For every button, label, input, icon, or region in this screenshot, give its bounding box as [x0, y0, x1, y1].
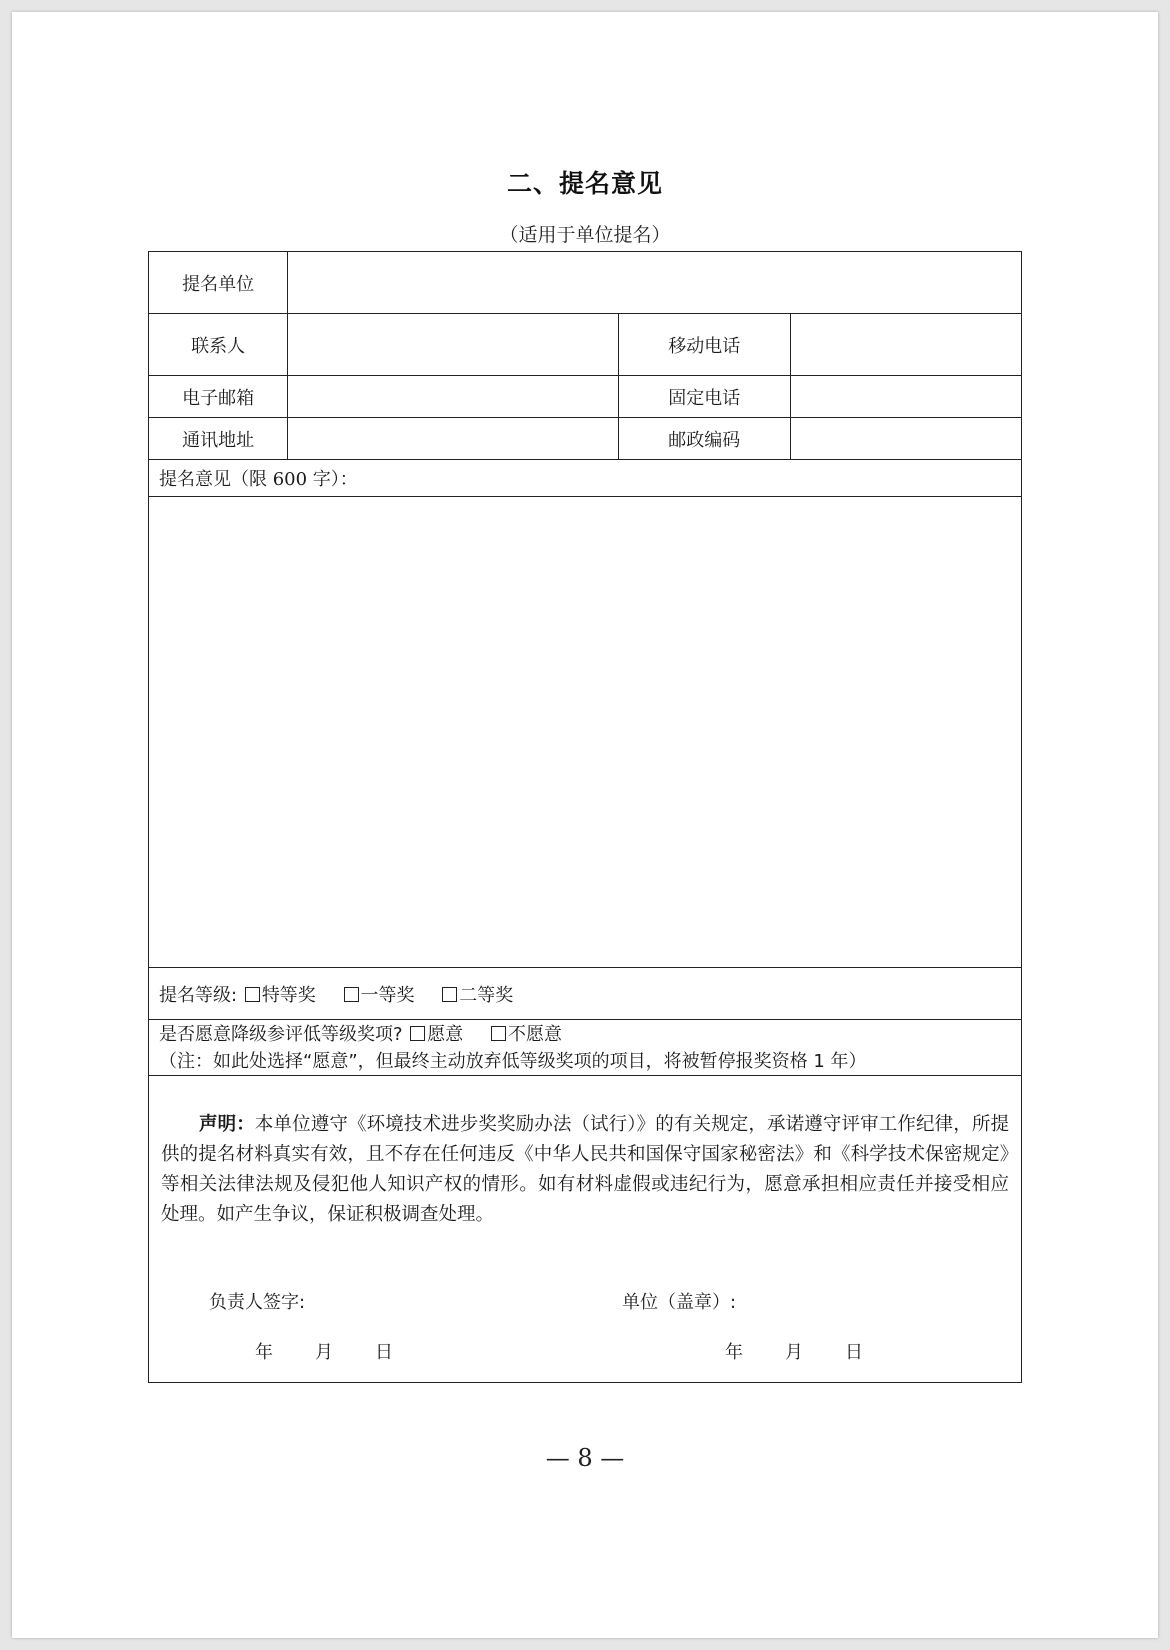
downgrade-option-yes-label: 愿意	[427, 1023, 464, 1045]
page-number: — 8 —	[545, 1444, 625, 1472]
signer-date-month: 月	[315, 1342, 333, 1363]
email-field[interactable]	[288, 376, 618, 418]
level-option-first-label: 一等奖	[360, 984, 415, 1006]
nominating-unit-field[interactable]	[288, 252, 1022, 314]
form-row-opinion-heading	[149, 460, 1022, 497]
declaration-paragraph	[159, 1110, 1011, 1230]
form-row-contact	[149, 314, 1022, 376]
declaration-text: 本单位遵守《环境技术进步奖奖励办法（试行）》的有关规定，承诺遵守评审工作纪律，所提供的提名材料真实有效，且不存在任何违反《中华人民共和国保守国家秘密法》和《科学技术保密规定》等相关法律法规及侵犯他人知识产权的情形。如有材料虚假或违纪行为，愿意承担相应责任并接受相应处理。如产生争议，保证积极调查处理。	[161, 1114, 1009, 1225]
nominating-unit-label: 提名单位	[149, 252, 288, 314]
seal-date-day: 日	[845, 1342, 863, 1363]
form-row-level	[149, 968, 1022, 1020]
checkbox-icon[interactable]	[442, 987, 457, 1002]
mobile-field[interactable]	[790, 314, 1021, 376]
signer-date-year: 年	[255, 1342, 273, 1363]
signer-date	[255, 1338, 435, 1364]
checkbox-icon[interactable]	[491, 1026, 506, 1041]
form-row-email	[149, 376, 1022, 418]
signer-label: 负责人签字:	[209, 1292, 306, 1313]
form-row-unit	[149, 252, 1022, 314]
checkbox-icon[interactable]	[344, 987, 359, 1002]
landline-label: 固定电话	[618, 376, 790, 418]
contact-person-label: 联系人	[149, 314, 288, 376]
level-option-second[interactable]	[440, 985, 513, 1006]
level-option-special-label: 特等奖	[261, 984, 316, 1006]
mobile-label: 移动电话	[618, 314, 790, 376]
postcode-label: 邮政编码	[618, 418, 790, 460]
seal-date-year: 年	[725, 1342, 743, 1363]
form-row-declaration	[149, 1076, 1022, 1383]
nomination-level-label: 提名等级:	[159, 984, 238, 1006]
checkbox-icon[interactable]	[245, 987, 260, 1002]
level-option-special[interactable]	[243, 985, 316, 1006]
level-option-second-label: 二等奖	[459, 984, 514, 1006]
document-page	[12, 12, 1158, 1638]
form-row-address	[149, 418, 1022, 460]
opinion-label: 提名意见（限 600 字）：	[149, 460, 1022, 497]
email-label: 电子邮箱	[149, 376, 288, 418]
seal-label: 单位（盖章）:	[622, 1292, 737, 1313]
landline-field[interactable]	[790, 376, 1021, 418]
page-title: 二、提名意见	[506, 169, 663, 198]
declaration-cell	[149, 1076, 1022, 1383]
signature-area	[159, 1230, 1011, 1380]
downgrade-option-yes[interactable]	[408, 1024, 463, 1045]
address-label: 通讯地址	[149, 418, 288, 460]
downgrade-cell	[149, 1020, 1022, 1076]
nomination-form-table	[148, 251, 1022, 1383]
downgrade-option-no[interactable]	[489, 1024, 562, 1045]
level-option-first[interactable]	[342, 985, 415, 1006]
form-row-opinion-body	[149, 497, 1022, 968]
seal-date	[725, 1338, 905, 1364]
seal-date-month: 月	[785, 1342, 803, 1363]
nomination-level-cell	[149, 968, 1022, 1020]
downgrade-note: （注：如此处选择“愿意”，但最终主动放弃低等级奖项的项目，将被暂停报奖资格 1 年）	[159, 1050, 867, 1072]
checkbox-icon[interactable]	[410, 1026, 425, 1041]
downgrade-question: 是否愿意降级参评低等级奖项?	[159, 1023, 403, 1045]
opinion-text-area[interactable]	[149, 497, 1022, 968]
postcode-field[interactable]	[790, 418, 1021, 460]
downgrade-option-no-label: 不愿意	[508, 1023, 563, 1045]
form-row-downgrade	[149, 1020, 1022, 1076]
address-field[interactable]	[288, 418, 618, 460]
signer-date-day: 日	[375, 1342, 393, 1363]
declaration-heading: 声明：	[199, 1114, 255, 1135]
page-subtitle: （适用于单位提名）	[499, 224, 671, 246]
contact-person-field[interactable]	[288, 314, 618, 376]
